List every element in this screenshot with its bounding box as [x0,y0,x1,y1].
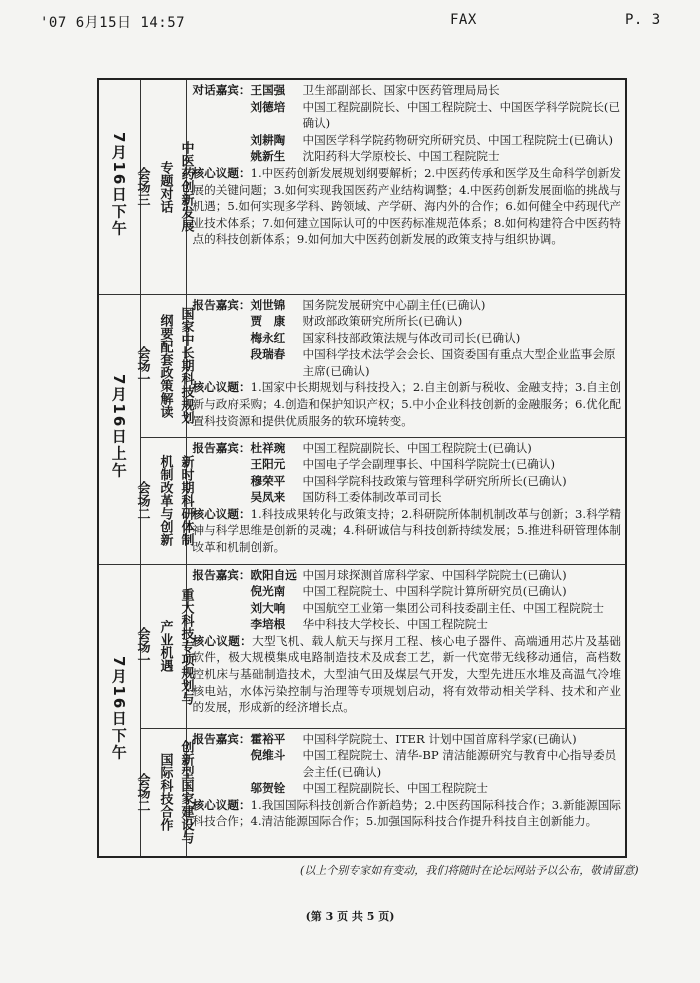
guest-entry [250,440,621,457]
session-row [98,564,626,728]
core-topics [193,797,622,830]
guest-desc: 华中科技大学校长、中国工程院院士 [302,617,488,632]
guest-desc: 中国电子学会副理事长、中国科学院院士(已确认) [302,457,556,472]
guest-name: 倪维斗 [250,748,286,763]
guest-desc: 中国工程院院士、清华-BP 清洁能源研究与教育中心指导委员会主任(已确认) [302,748,617,779]
session-date: 7月16日上午 [109,374,128,480]
topics-text: 大型飞机、载人航天与探月工程、核心电子器件、高端通用芯片及基础软件，极大规模集成电路制造技术及成套工艺，新一代宽带无线移动通信，高档数控机床与基础制造技术，大型油气田及煤层气开发，大型先进压水堆及高温气冷堆核电站，水体污染控制与治理等专项规划启动，将有效带动相关学科、技术和产业的发展，形成新的经济增长点。 [192,633,621,715]
fax-label: FAX [450,12,477,28]
topics-text: 1.我国国际科技创新合作新趋势；2.中医药国际科技合作；3.新能源国际科技合作；4.清洁能源国际合作；5.加强国际科技合作提升科技自主创新能力。 [192,797,621,829]
venue-cell [134,294,194,437]
guest-name: 王阳元 [250,457,286,472]
guest-desc: 沈阳药科大学原校长、中国工程院院士 [302,149,500,164]
session-content [186,294,626,437]
guest-entry [250,99,621,132]
session-date: 7月16日下午 [109,655,128,761]
session-date: 7月16日下午 [109,132,128,238]
page-number: (第 3 页 共 5 页) [305,910,395,923]
session-theme-line: 新时期科研体制 [178,455,194,546]
guest-name: 刘德培 [250,99,286,114]
guest-name: 邬贺铨 [250,781,286,796]
guest-entry [250,600,621,617]
venue-cell [134,564,194,728]
venue-cell [134,728,194,857]
session-theme-line: 中医药创新发展 [178,141,194,233]
guest-name: 姚新生 [250,149,286,164]
core-topics [193,633,622,716]
session-theme-line: 重大科技专项规划与 [178,587,194,705]
guest-desc: 中国工程院副院长、中国工程院院士 [302,781,488,796]
guest-entry [250,346,621,379]
guest-entry [250,583,621,600]
venue-label: 会场二 [134,481,150,520]
session-row [98,437,626,564]
venue-label: 会场一 [134,626,150,666]
venue-label: 会场一 [134,346,150,385]
guest-entry [250,297,621,314]
core-topics [193,165,622,248]
guest-role-label: 报告嘉宾： [192,567,251,582]
session-content [186,564,626,728]
venue-label: 会场三 [134,167,150,207]
guest-list [250,297,621,380]
guest-desc: 国务院发展研究中心副主任(已确认) [302,297,486,312]
fax-timestamp: '07 6月15日 14:57 [40,15,186,31]
guest-desc: 中国医学科学院药物研究所研究员、中国工程院院士(已确认) [302,132,613,147]
guest-desc: 中国科学院院士、ITER 计划中国首席科学家(已确认) [302,731,577,746]
session-content [186,437,626,564]
guest-desc: 卫生部副部长、国家中医药管理局局长 [302,83,500,97]
guest-desc: 中国航空工业第一集团公司科技委副主任、中国工程院院士 [302,600,604,615]
guest-name: 穆荣平 [250,473,286,488]
session-theme-line: 机制改革与创新 [157,455,173,546]
guest-desc: 中国科学技术法学会会长、国资委国有重点大型企业监事会原主席(已确认) [302,347,616,378]
guest-role-label: 报告嘉宾： [192,731,251,746]
guest-name: 段瑞春 [250,347,286,362]
guest-list [250,567,621,633]
session-row [98,728,626,857]
guest-desc: 中国工程院院士、中国科学院计算所研究员(已确认) [302,584,567,599]
guest-name: 王国强 [250,83,286,97]
guest-name: 李培根 [250,617,286,632]
guest-list [250,440,621,506]
guest-entry [250,616,621,633]
core-topics [193,506,622,556]
guest-entry [250,330,621,347]
guest-role-label: 报告嘉宾： [192,297,251,312]
guest-name: 霍裕平 [250,731,286,746]
session-theme-line: 专题对话 [157,160,173,213]
guest-name: 梅永红 [250,330,286,345]
guest-name: 贾 康 [250,314,286,329]
guest-entry [250,82,621,99]
venue-cell [134,79,194,294]
topics-label: 核心议题： [192,506,251,521]
guest-entry [250,489,621,506]
topics-text: 1.科技成果转化与政策支持；2.科研院所体制机制改革与创新；3.科学精神与科学思维是创新的灵魂；4.科研诚信与科技创新持续发展；5.推进科研管理体制改革和机制创新。 [192,506,621,555]
guest-name: 倪光南 [250,584,286,599]
topics-label: 核心议题： [192,633,253,648]
guest-entry [250,313,621,330]
session-theme-line: 产业机遇 [157,620,173,672]
session-content [186,728,626,857]
venue-cell [134,437,194,564]
session-content [186,79,626,294]
guest-entry [250,473,621,490]
guest-name: 杜祥琬 [250,440,286,455]
guest-role-label: 对话嘉宾： [192,83,251,97]
guest-desc: 中国科学院科技政策与管理科学研究所所长(已确认) [302,473,567,488]
fax-page: P. 3 [625,12,661,28]
date-cell [98,294,140,564]
topics-label: 核心议题： [192,165,251,180]
guest-name: 刘世锦 [250,297,286,312]
topics-label: 核心议题： [192,797,251,812]
guest-desc: 中国工程院副院长、中国工程院院士(已确认) [302,440,532,455]
session-theme-line: 国际科技合作 [157,753,173,832]
guest-role-label: 报告嘉宾： [192,440,251,455]
topics-text: 1.国家中长期规划与科技投入；2.自主创新与税收、金融支持；3.自主创新与政府采购；4.创造和保护知识产权；5.中小企业科技创新的金融服务；6.优化配置科技资源和提供优质服务的软环境转变。 [192,380,621,428]
date-cell [98,564,140,857]
schedule-table [97,78,627,858]
guest-entry [250,747,621,780]
session-theme-line: 创新型国家建设与 [178,740,194,845]
topics-text: 1.中医药创新发展规划纲要解析；2.中医药传承和医学及生命科学创新发展的关键问题；3.如何实现我国医药产业结构调整；4.中医药创新发展面临的挑战与机遇；5.如何实现多学科、跨领域、产学研、海内外的合作；6.如何健全中药现代产业技术体系；7.如何建立国际认可的中医药标准规范体系；8.如何构建符合中医药特点的科技创新体系；9.如何加大中医药创新发展的政策支持与组织协调。 [192,165,621,247]
guest-desc: 国防科工委体制改革司司长 [302,490,442,505]
guest-desc: 中国工程院副院长、中国工程院院士、中国医学科学院院长(已确认) [302,99,621,131]
venue-label: 会场二 [134,772,150,812]
guest-entry [250,780,621,797]
guest-list [250,731,621,797]
guest-desc: 财政部政策研究所所长(已确认) [302,314,463,329]
guest-entry [250,132,621,149]
guest-entry [250,148,621,165]
session-theme-line: 纲要配套政策解读 [157,313,173,418]
guest-name: 刘大响 [250,600,286,615]
guest-name: 欧阳自远 [250,567,297,582]
footnote: (以上个别专家如有变动，我们将随时在论坛网站予以公布，敬请留意) [300,864,639,877]
guest-list [250,82,621,165]
session-row [98,294,626,437]
guest-name: 刘耕陶 [250,132,286,147]
guest-entry [250,567,621,584]
guest-desc: 中国月球探测首席科学家、中国科学院院士(已确认) [302,567,567,582]
core-topics [193,379,622,429]
topics-label: 核心议题： [192,380,251,395]
guest-entry [250,731,621,748]
guest-name: 吴凤来 [250,490,286,505]
guest-entry [250,456,621,473]
guest-desc: 国家科技部政策法规与体改司司长(已确认) [302,330,521,345]
session-theme-line: 国家中长期科技规划 [178,307,194,424]
session-row [98,79,626,294]
